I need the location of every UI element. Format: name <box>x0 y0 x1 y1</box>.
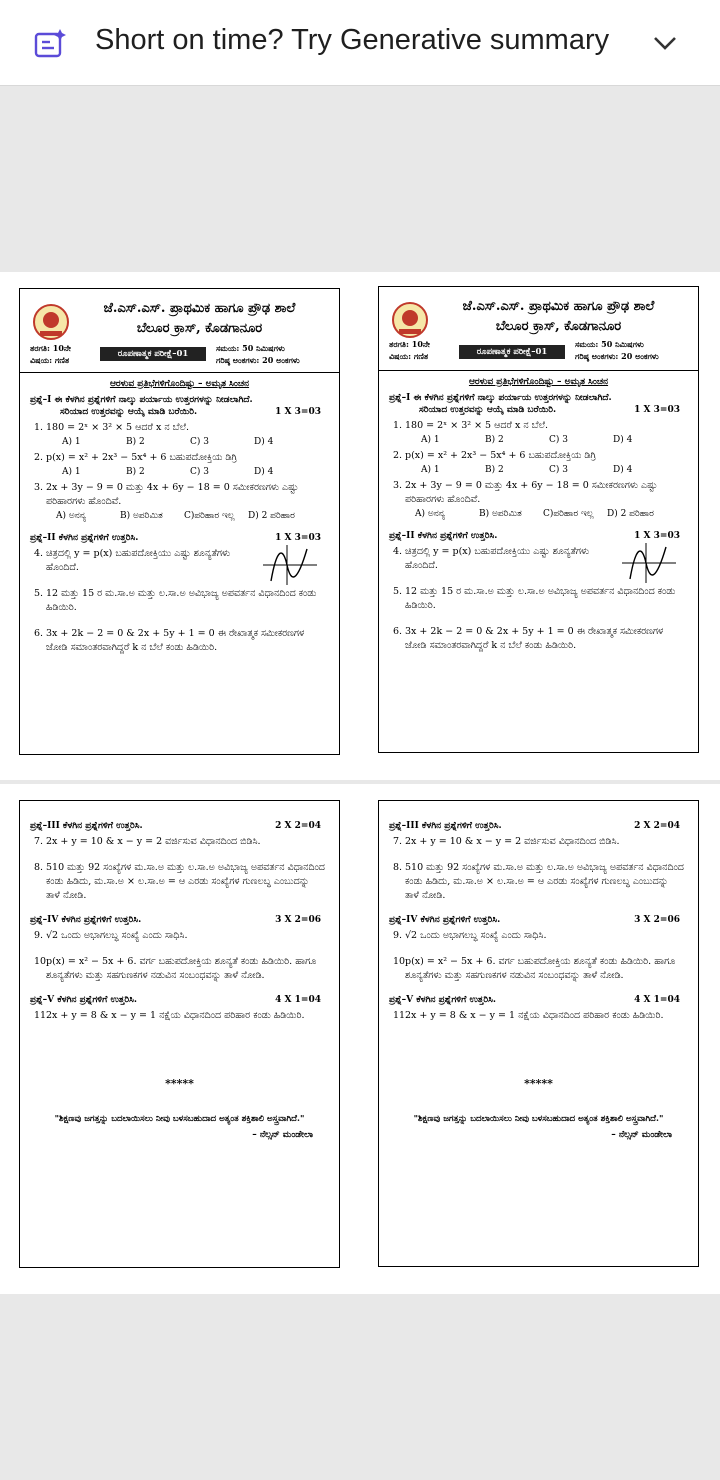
section-4-heading: ಪ್ರಶ್ನೆ–IV ಕೆಳಗಿನ ಪ್ರಶ್ನೆಗಳಿಗೆ ಉತ್ತರಿಸಿ. 3 X 2=06 <box>389 915 680 925</box>
question-10: 10. p(x) = x² − 5x + 6. ವರ್ಗ ಬಹುಪದೋಕ್ತಿಯ ಶೂನ್ಯತೆ ಕಂಡು ಹಿಡಿಯಿರಿ. ಹಾಗೂ ಶೂನ್ಯತೆಗಳು ಮತ್ತು ಸಹಗುಣಕಗಳ ನಡುವಿನ ಸಂಬಂಧವನ್ನು ತಾಳೆ ನೋಡಿ. <box>393 956 676 981</box>
quote-text: "ಶಿಕ್ಷಣವು ಜಗತ್ತನ್ನು ಬದಲಾಯಿಸಲು ನೀವು ಬಳಸಬಹುದಾದ ಅತ್ಯಂತ ಶಕ್ತಿಶಾಲಿ ಅಸ್ತ್ರವಾಗಿದೆ." <box>54 1114 305 1124</box>
class-label: ತರಗತಿ: 10ನೇ <box>30 343 71 353</box>
exam-title: ರೂಪಣಾತ್ಮಕ ಪರೀಕ್ಷೆ–01 <box>459 345 565 359</box>
section-1-heading: ಪ್ರಶ್ನೆ–I ಈ ಕೆಳಗಿನ ಪ್ರಶ್ನೆಗಳಿಗೆ ನಾಲ್ಕು ಪರ್ಯಾಯ ಉತ್ತರಗಳನ್ನು ನೀಡಲಾಗಿದೆ. <box>30 395 253 405</box>
polynomial-graph-icon <box>622 543 676 583</box>
chevron-down-icon[interactable] <box>652 34 678 52</box>
max-marks-label: ಗರಿಷ್ಠ ಅಂಕಗಳು: 20 ಅಂಕಗಳು <box>575 351 659 361</box>
question-8: 8. 510 ಮತ್ತು 92 ಸಂಖ್ಯೆಗಳ ಮ.ಸಾ.ಅ ಮತ್ತು ಲ.ಸಾ.ಅ ಅವಿಭಾಜ್ಯ ಅಪವರ್ತನ ವಿಧಾನದಿಂದ ಕಂಡು ಹಿಡಿದು, ಮ.ಸಾ.ಅ × ಲ.ಸಾ.ಅ = ಆ ಎರಡು ಸಂಖ್ಯೆಗಳ ಗುಣಲಬ್ಧ ಎಂಬುದನ್ನು ತಾಳೆ ನೋಡಿ. <box>34 862 325 901</box>
document-page-4[interactable] <box>378 800 699 1267</box>
document-page-3[interactable] <box>19 800 340 1268</box>
question-6: 6. 3x + 2k − 2 = 0 & 2x + 5y + 1 = 0 ಈ ರೇಖಾತ್ಮಕ ಸಮೀಕರಣಗಳ ಜೋಡಿ ಸಮಾಂತರವಾಗಿದ್ದರೆ k ನ ಬೆಲೆ ಕಂಡು ಹಿಡಿಯಿರಿ. <box>34 628 305 653</box>
school-line-1: ಜೆ.ಎಸ್.ಎಸ್. ಪ್ರಾಥಮಿಕ ಹಾಗೂ ಪ್ರೌಢ ಶಾಲೆ <box>103 301 296 316</box>
question-1: 1. 180 = 2ˣ × 3² × 5 ಆದರೆ x ನ ಬೆಲೆ. <box>393 420 549 431</box>
question-1-options: A) 1 B) 2 C) 3 D) 4 <box>62 437 274 447</box>
question-1: 1. 180 = 2ˣ × 3² × 5 ಆದರೆ x ನ ಬೆಲೆ. <box>34 422 190 433</box>
question-6: 6. 3x + 2k − 2 = 0 & 2x + 5y + 1 = 0 ಈ ರೇಖಾತ್ಮಕ ಸಮೀಕರಣಗಳ ಜೋಡಿ ಸಮಾಂತರವಾಗಿದ್ದರೆ k ನ ಬೆಲೆ ಕಂಡು ಹಿಡಿಯಿರಿ. <box>393 626 664 651</box>
question-1-options: A) 1 B) 2 C) 3 D) 4 <box>421 435 633 445</box>
polynomial-graph-icon <box>263 545 317 585</box>
school-name: ಜೆ.ಎಸ್.ಎಸ್. ಪ್ರಾಥಮಿಕ ಹಾಗೂ ಪ್ರೌಢ ಶಾಲೆ ಬೆಲೂರ ಕ್ರಾಸ್, ಕೊಡಗಾನೂರ <box>462 299 655 334</box>
section-2-heading: ಪ್ರಶ್ನೆ–II ಕೆಳಗಿನ ಪ್ರಶ್ನೆಗಳಿಗೆ ಉತ್ತರಿಸಿ. 1 X 3=03 <box>389 531 680 541</box>
section-2-heading: ಪ್ರಶ್ನೆ–II ಕೆಳಗಿನ ಪ್ರಶ್ನೆಗಳಿಗೆ ಉತ್ತರಿಸಿ. 1 X 3=03 <box>30 533 321 543</box>
section-1-subheading: ಸರಿಯಾದ ಉತ್ತರವನ್ನು ಆಯ್ಕೆ ಮಾಡಿ ಬರೆಯಿರಿ. 1 X 3=03 <box>419 405 680 415</box>
class-label: ತರಗತಿ: 10ನೇ <box>389 339 430 349</box>
question-5: 5. 12 ಮತ್ತು 15 ರ ಮ.ಸಾ.ಅ ಮತ್ತು ಲ.ಸಾ.ಅ ಅವಿಭಾಜ್ಯ ಅಪವರ್ತನ ವಿಧಾನದಿಂದ ಕಂಡು ಹಿಡಿಯಿರಿ. <box>393 586 676 611</box>
quote-text: "ಶಿಕ್ಷಣವು ಜಗತ್ತನ್ನು ಬದಲಾಯಿಸಲು ನೀವು ಬಳಸಬಹುದಾದ ಅತ್ಯಂತ ಶಕ್ತಿಶಾಲಿ ಅಸ್ತ್ರವಾಗಿದೆ." <box>413 1114 664 1124</box>
question-3-options: A) ಅನನ್ಯ B) ಅಪರಿಮಿತ C)ಪರಿಹಾರ ಇಲ್ಲ D) 2 ಪರಿಹಾರ <box>56 511 295 521</box>
time-label: ಸಮಯ: 50 ನಿಮಿಷಗಳು <box>575 339 644 349</box>
quote-author: – ನೆಲ್ಸನ್ ಮಂಡೇಲಾ <box>252 1130 313 1140</box>
question-2-options: A) 1 B) 2 C) 3 D) 4 <box>62 467 274 477</box>
question-3: 3. 2x + 3y − 9 = 0 ಮತ್ತು 4x + 6y − 18 = 0 ಸಮೀಕರಣಗಳು ಎಷ್ಟು ಪರಿಹಾರಗಳು ಹೊಂದಿವೆ. <box>34 482 299 507</box>
subtitle: ಆರಳುವ ಪ್ರತಿಭೆಗಳಿಗೊಂದಿಷ್ಟು – ಅಮೃತ ಸಿಂಚನ <box>468 377 609 387</box>
question-4: 4. ಚಿತ್ರದಲ್ಲಿ y = p(x) ಬಹುಪದೋಕ್ತಿಯು ಎಷ್ಟು ಶೂನ್ಯತೆಗಳು ಹೊಂದಿದೆ. <box>46 547 325 575</box>
subject-label: ವಿಷಯ: ಗಣಿತ <box>30 355 70 365</box>
question-9: 9. √2 ಒಂದು ಅಭಾಗಲಬ್ಧ ಸಂಖ್ಯೆ ಎಂದು ಸಾಧಿಸಿ. <box>393 930 547 941</box>
separator-stars: ***** <box>524 1077 553 1090</box>
question-2-options: A) 1 B) 2 C) 3 D) 4 <box>421 465 633 475</box>
ai-summary-icon <box>34 28 68 60</box>
question-2: 2. p(x) = x² + 2x³ − 5x⁴ + 6 ಬಹುಪದೋಕ್ತಿಯ ಡಿಗ್ರಿ <box>34 452 237 463</box>
summary-title: Short on time? Try Generative summary <box>95 24 610 56</box>
document-page-2[interactable] <box>378 286 699 753</box>
question-8: 8. 510 ಮತ್ತು 92 ಸಂಖ್ಯೆಗಳ ಮ.ಸಾ.ಅ ಮತ್ತು ಲ.ಸಾ.ಅ ಅವಿಭಾಜ್ಯ ಅಪವರ್ತನ ವಿಧಾನದಿಂದ ಕಂಡು ಹಿಡಿದು, ಮ.ಸಾ.ಅ × ಲ.ಸಾ.ಅ = ಆ ಎರಡು ಸಂಖ್ಯೆಗಳ ಗುಣಲಬ್ಧ ಎಂಬುದನ್ನು ತಾಳೆ ನೋಡಿ. <box>393 862 684 901</box>
school-name <box>20 299 339 339</box>
quote-author: – ನೆಲ್ಸನ್ ಮಂಡೇಲಾ <box>611 1130 672 1140</box>
separator-stars: ***** <box>165 1077 194 1090</box>
question-3-options: A) ಅನನ್ಯ B) ಅಪರಿಮಿತ C)ಪರಿಹಾರ ಇಲ್ಲ D) 2 ಪರಿಹಾರ <box>415 509 654 519</box>
generative-summary-bar[interactable] <box>0 0 720 86</box>
section-5-heading: ಪ್ರಶ್ನೆ–V ಕೆಳಗಿನ ಪ್ರಶ್ನೆಗಳಿಗೆ ಉತ್ತರಿಸಿ. 4 X 1=04 <box>389 995 680 1005</box>
question-2: 2. p(x) = x² + 2x³ − 5x⁴ + 6 ಬಹುಪದೋಕ್ತಿಯ ಡಿಗ್ರಿ <box>393 450 596 461</box>
question-4: 4. ಚಿತ್ರದಲ್ಲಿ y = p(x) ಬಹುಪದೋಕ್ತಿಯು ಎಷ್ಟು ಶೂನ್ಯತೆಗಳು ಹೊಂದಿದೆ. <box>405 545 684 573</box>
document-page-1[interactable] <box>19 288 340 755</box>
exam-title: ರೂಪಣಾತ್ಮಕ ಪರೀಕ್ಷೆ–01 <box>100 347 206 361</box>
section-3-heading: ಪ್ರಶ್ನೆ–III ಕೆಳಗಿನ ಪ್ರಶ್ನೆಗಳಿಗೆ ಉತ್ತರಿಸಿ. 2 X 2=04 <box>30 821 321 831</box>
page-header <box>379 287 698 371</box>
question-11: 11. 2x + y = 8 & x − y = 1 ನಕ್ಷೆಯ ವಿಧಾನದಿಂದ ಪರಿಹಾರ ಕಂಡು ಹಿಡಿಯಿರಿ. <box>34 1010 305 1021</box>
question-11: 11. 2x + y = 8 & x − y = 1 ನಕ್ಷೆಯ ವಿಧಾನದಿಂದ ಪರಿಹಾರ ಕಂಡು ಹಿಡಿಯಿರಿ. <box>393 1010 664 1021</box>
question-10: 10. p(x) = x² − 5x + 6. ವರ್ಗ ಬಹುಪದೋಕ್ತಿಯ ಶೂನ್ಯತೆ ಕಂಡು ಹಿಡಿಯಿರಿ. ಹಾಗೂ ಶೂನ್ಯತೆಗಳು ಮತ್ತು ಸಹಗುಣಕಗಳ ನಡುವಿನ ಸಂಬಂಧವನ್ನು ತಾಳೆ ನೋಡಿ. <box>34 956 317 981</box>
time-label: ಸಮಯ: 50 ನಿಮಿಷಗಳು <box>216 343 285 353</box>
section-4-heading: ಪ್ರಶ್ನೆ–IV ಕೆಳಗಿನ ಪ್ರಶ್ನೆಗಳಿಗೆ ಉತ್ತರಿಸಿ. 3 X 2=06 <box>30 915 321 925</box>
page-header <box>20 289 339 373</box>
subtitle: ಆರಳುವ ಪ್ರತಿಭೆಗಳಿಗೊಂದಿಷ್ಟು – ಅಮೃತ ಸಿಂಚನ <box>109 379 250 389</box>
section-1-subheading: ಸರಿಯಾದ ಉತ್ತರವನ್ನು ಆಯ್ಕೆ ಮಾಡಿ ಬರೆಯಿರಿ. 1 X 3=03 <box>60 407 321 417</box>
question-5: 5. 12 ಮತ್ತು 15 ರ ಮ.ಸಾ.ಅ ಮತ್ತು ಲ.ಸಾ.ಅ ಅವಿಭಾಜ್ಯ ಅಪವರ್ತನ ವಿಧಾನದಿಂದ ಕಂಡು ಹಿಡಿಯಿರಿ. <box>34 588 317 613</box>
section-1-marks: 1 X 3=03 <box>275 407 321 417</box>
question-7: 7. 2x + y = 10 & x − y = 2 ವರ್ಜಿಸುವ ವಿಧಾನದಿಂದ ಬಿಡಿಸಿ. <box>393 836 620 847</box>
school-line-2: ಬೆಲೂರ ಕ್ರಾಸ್, ಕೊಡಗಾನೂರ <box>136 321 263 336</box>
question-9: 9. √2 ಒಂದು ಅಭಾಗಲಬ್ಧ ಸಂಖ್ಯೆ ಎಂದು ಸಾಧಿಸಿ. <box>34 930 188 941</box>
section-1-heading: ಪ್ರಶ್ನೆ–I ಈ ಕೆಳಗಿನ ಪ್ರಶ್ನೆಗಳಿಗೆ ನಾಲ್ಕು ಪರ್ಯಾಯ ಉತ್ತರಗಳನ್ನು ನೀಡಲಾಗಿದೆ. <box>389 393 612 403</box>
question-3: 3. 2x + 3y − 9 = 0 ಮತ್ತು 4x + 6y − 18 = 0 ಸಮೀಕರಣಗಳು ಎಷ್ಟು ಪರಿಹಾರಗಳು ಹೊಂದಿವೆ. <box>393 480 658 505</box>
max-marks-label: ಗರಿಷ್ಠ ಅಂಕಗಳು: 20 ಅಂಕಗಳು <box>216 355 300 365</box>
subject-label: ವಿಷಯ: ಗಣಿತ <box>389 351 429 361</box>
section-3-heading: ಪ್ರಶ್ನೆ–III ಕೆಳಗಿನ ಪ್ರಶ್ನೆಗಳಿಗೆ ಉತ್ತರಿಸಿ. 2 X 2=04 <box>389 821 680 831</box>
question-7: 7. 2x + y = 10 & x − y = 2 ವರ್ಜಿಸುವ ವಿಧಾನದಿಂದ ಬಿಡಿಸಿ. <box>34 836 261 847</box>
section-5-heading: ಪ್ರಶ್ನೆ–V ಕೆಳಗಿನ ಪ್ರಶ್ನೆಗಳಿಗೆ ಉತ್ತರಿಸಿ. 4 X 1=04 <box>30 995 321 1005</box>
